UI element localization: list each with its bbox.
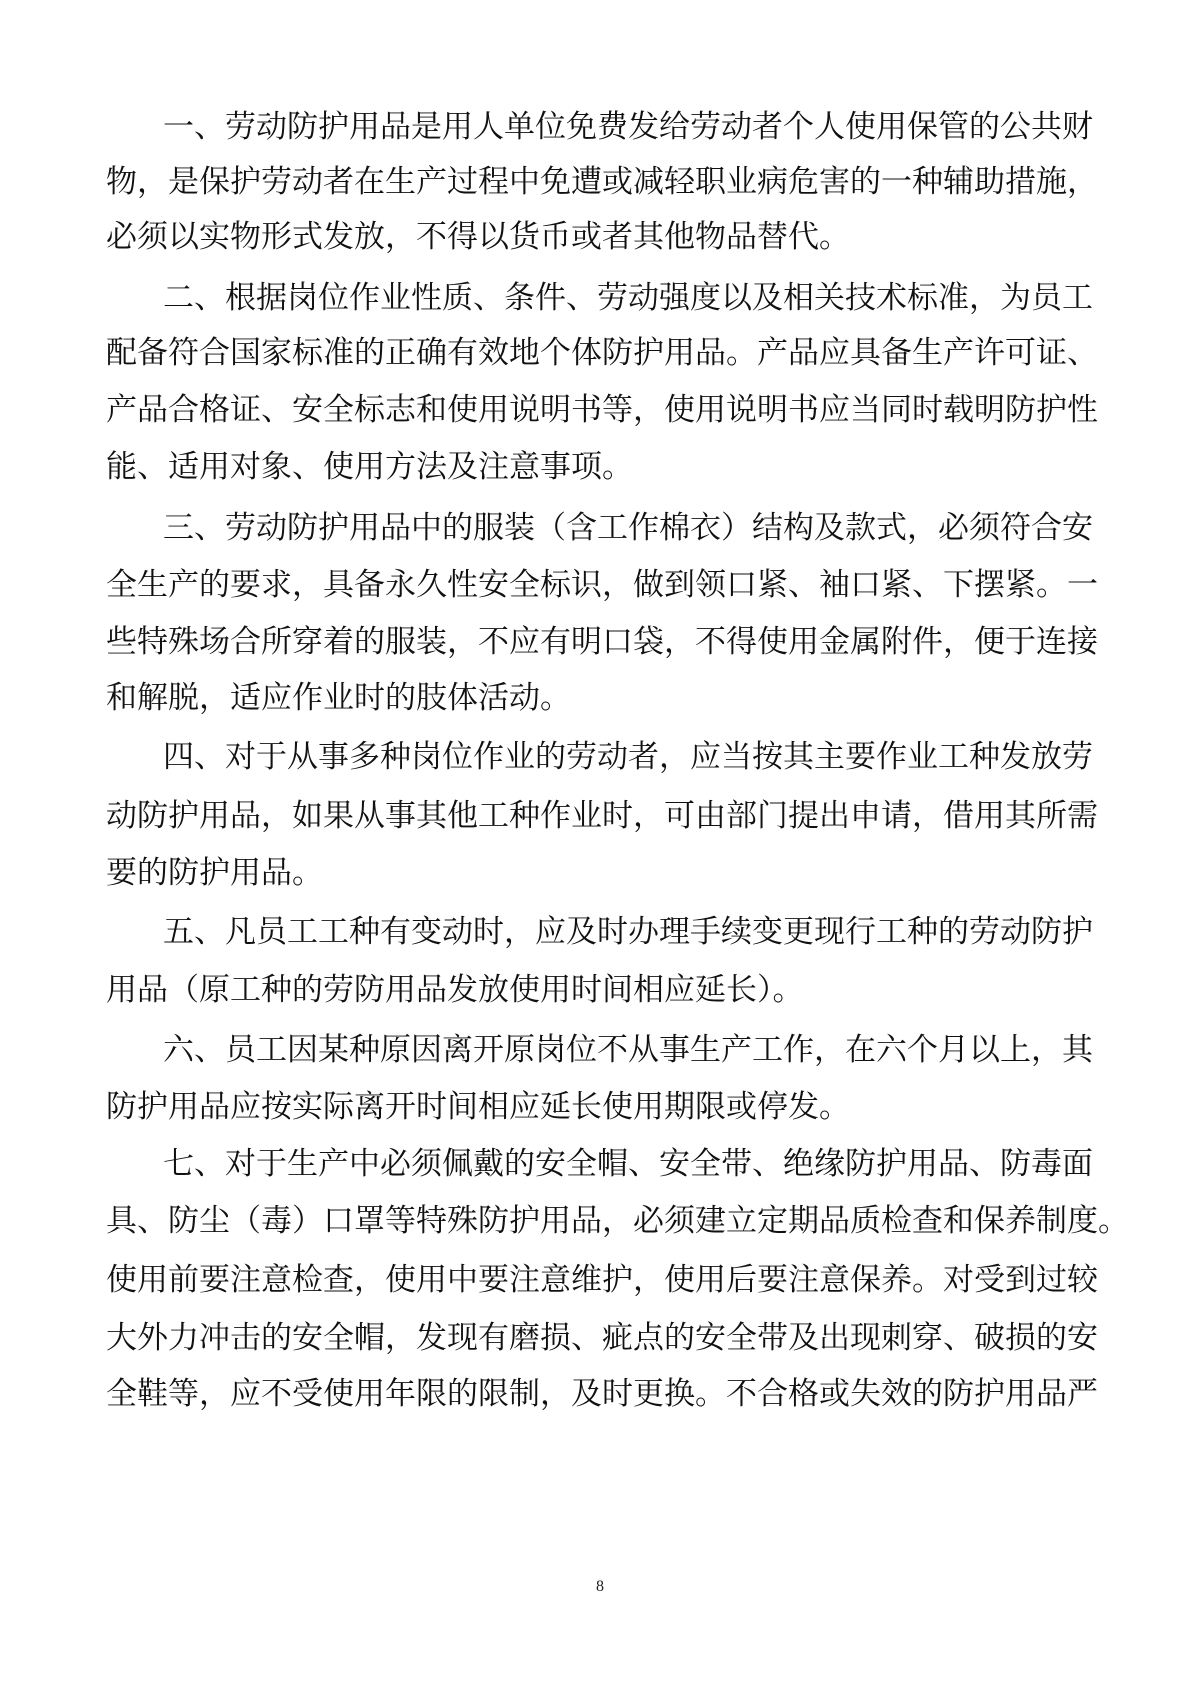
text-line: 一、劳动防护用品是用人单位免费发给劳动者个人使用保管的公共财 bbox=[163, 109, 1093, 145]
text-line: 二、根据岗位作业性质、条件、劳动强度以及相关技术标准，为员工 bbox=[163, 280, 1093, 316]
text-line: 使用前要注意检查，使用中要注意维护，使用后要注意保养。对受到过较 bbox=[106, 1262, 1098, 1298]
text-line: 三、劳动防护用品中的服装（含工作棉衣）结构及款式，必须符合安 bbox=[163, 510, 1093, 546]
text-line: 大外力冲击的安全帽，发现有磨损、疵点的安全带及出现刺穿、破损的安 bbox=[106, 1320, 1098, 1356]
text-line: 必须以实物形式发放，不得以货币或者其他物品替代。 bbox=[106, 219, 850, 255]
text-line: 产品合格证、安全标志和使用说明书等，使用说明书应当同时载明防护性 bbox=[106, 392, 1098, 428]
text-line: 物，是保护劳动者在生产过程中免遭或减轻职业病危害的一种辅助措施， bbox=[106, 164, 1098, 200]
text-line: 能、适用对象、使用方法及注意事项。 bbox=[106, 449, 633, 485]
text-line: 七、对于生产中必须佩戴的安全帽、安全带、绝缘防护用品、防毒面 bbox=[163, 1146, 1093, 1182]
text-line: 四、对于从事多种岗位作业的劳动者，应当按其主要作业工种发放劳 bbox=[163, 739, 1093, 775]
text-line: 动防护用品，如果从事其他工种作业时，可由部门提出申请，借用其所需 bbox=[106, 798, 1098, 834]
text-line: 六、员工因某种原因离开原岗位不从事生产工作，在六个月以上，其 bbox=[163, 1032, 1093, 1068]
text-line: 些特殊场合所穿着的服装，不应有明口袋，不得使用金属附件，便于连接 bbox=[106, 624, 1098, 660]
text-line: 全鞋等，应不受使用年限的限制，及时更换。不合格或失效的防护用品严 bbox=[106, 1376, 1098, 1412]
text-line: 五、凡员工工种有变动时，应及时办理手续变更现行工种的劳动防护 bbox=[163, 914, 1093, 950]
text-line: 防护用品应按实际离开时间相应延长使用期限或停发。 bbox=[106, 1089, 850, 1125]
page-number: 8 bbox=[596, 1578, 604, 1595]
text-line: 和解脱，适应作业时的肢体活动。 bbox=[106, 680, 571, 716]
text-line: 具、防尘（毒）口罩等特殊防护用品，必须建立定期品质检查和保养制度。 bbox=[106, 1203, 1129, 1239]
text-line: 用品（原工种的劳防用品发放使用时间相应延长）。 bbox=[106, 972, 804, 1008]
text-line: 全生产的要求，具备永久性安全标识，做到领口紧、袖口紧、下摆紧。一 bbox=[106, 567, 1098, 603]
text-line: 配备符合国家标准的正确有效地个体防护用品。产品应具备生产许可证、 bbox=[106, 335, 1098, 371]
text-line: 要的防护用品。 bbox=[106, 855, 323, 891]
